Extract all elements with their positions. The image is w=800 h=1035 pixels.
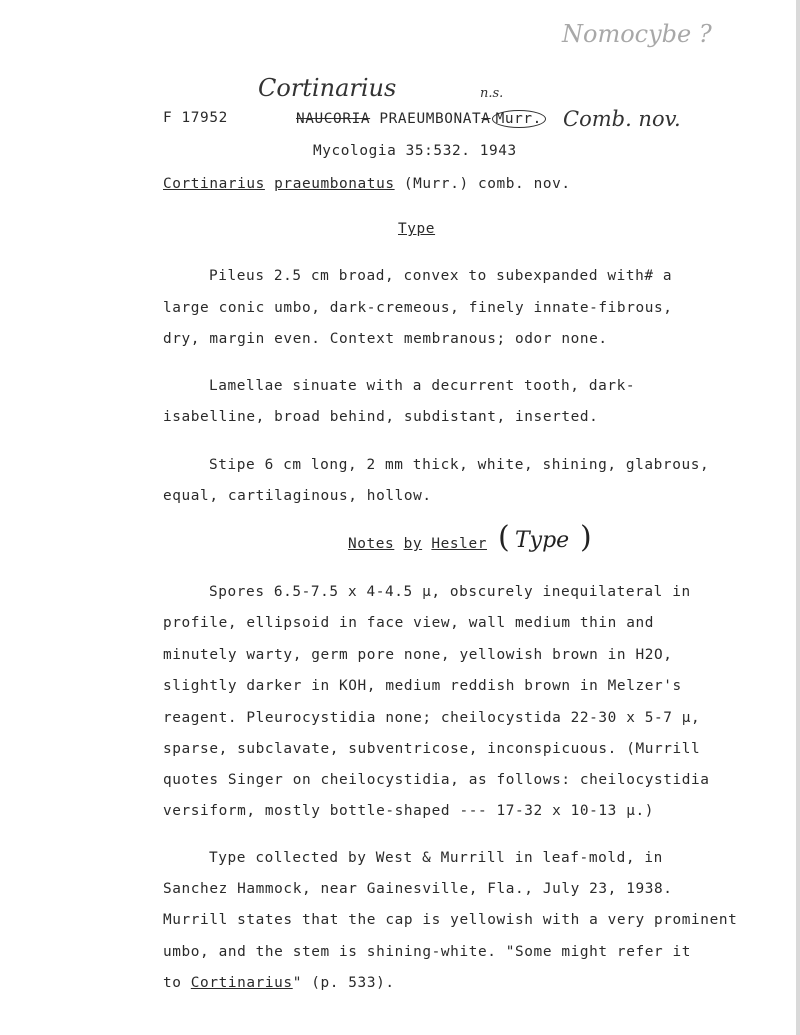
collection-line-5 [163,975,395,991]
spores-line-4: slightly darker in KOH, medium reddish brown in Melzer's [163,678,682,694]
handwritten-comb-nov: Comb. nov. [563,107,681,131]
spores-line-3: minutely warty, germ pore none, yellowish brown in H2O, [163,647,673,663]
lamellae-line-1: Lamellae sinuate with a decurrent tooth, dark- [209,378,636,394]
collection-line-1: Type collected by West & Murrill in leaf-mold, in [209,850,663,866]
new-name-rest: (Murr.) comb. nov. [403,176,571,192]
citation: Mycologia 35:532. 1943 [313,143,517,159]
struck-letter: A [481,111,491,127]
new-combination [163,176,571,192]
handwritten-right-paren: ) [580,520,592,555]
spores-line-5: reagent. Pleurocystidia none; cheilocystida 22-30 x 5-7 µ, [163,710,701,726]
handwritten-genus-correction: Cortinarius [258,74,397,102]
new-genus: Cortinarius [163,176,265,192]
spores-line-6: sparse, subclavate, subventricose, inconspicuous. (Murrill [163,741,701,757]
author-circled: Murr. [492,110,546,128]
collection-line-4: umbo, and the stem is shining-white. "Some might refer it [163,944,692,960]
notes-heading [348,536,487,552]
spores-line-8: versiform, mostly bottle-shaped --- 17-32 x 10-13 µ.) [163,803,654,819]
collection-line-5-start: to [163,975,191,991]
collection-line-5-genus: Cortinarius [190,975,293,991]
type-heading: Type [398,221,436,237]
pileus-line-3: dry, margin even. Context membranous; odor none. [163,331,608,347]
spores-line-2: profile, ellipsoid in face view, wall medium thin and [163,615,654,631]
accession-number: F 17952 [163,110,228,126]
old-genus: NAUCORIA [296,111,371,127]
handwritten-left-paren: ( [498,520,510,555]
collection-line-3: Murrill states that the cap is yellowish with a very prominent [163,912,738,928]
spores-line-7: quotes Singer on cheilocystidia, as follows: cheilocystidia [163,772,710,788]
name-line [296,110,546,128]
handwritten-top-note: Nomocybe ? [562,20,712,48]
scan-edge [796,0,800,1035]
stipe-line-2: equal, cartilaginous, hollow. [163,488,432,504]
notes-heading-word-2: by [403,536,423,552]
notes-heading-word-1: Notes [348,536,395,552]
handwritten-ns-mark: n.s. [480,86,504,101]
spores-line-1: Spores 6.5-7.5 x 4-4.5 µ, obscurely inequilateral in [209,584,691,600]
notes-heading-word-3: Hesler [431,536,487,552]
stipe-line-1: Stipe 6 cm long, 2 mm thick, white, shining, glabrous, [209,457,710,473]
lamellae-line-2: isabelline, broad behind, subdistant, inserted. [163,409,599,425]
pileus-line-2: large conic umbo, dark-cremeous, finely innate-fibrous, [163,300,673,316]
handwritten-type-note: Type [515,528,570,553]
collection-line-5-end: " (p. 533). [292,975,395,991]
pileus-line-1: Pileus 2.5 cm broad, convex to subexpanded with# a [209,268,673,284]
new-epithet: praeumbonatus [274,176,395,192]
collection-line-2: Sanchez Hammock, near Gainesville, Fla., July 23, 1938. [163,881,673,897]
epithet: PRAEUMBONAT [379,111,482,127]
